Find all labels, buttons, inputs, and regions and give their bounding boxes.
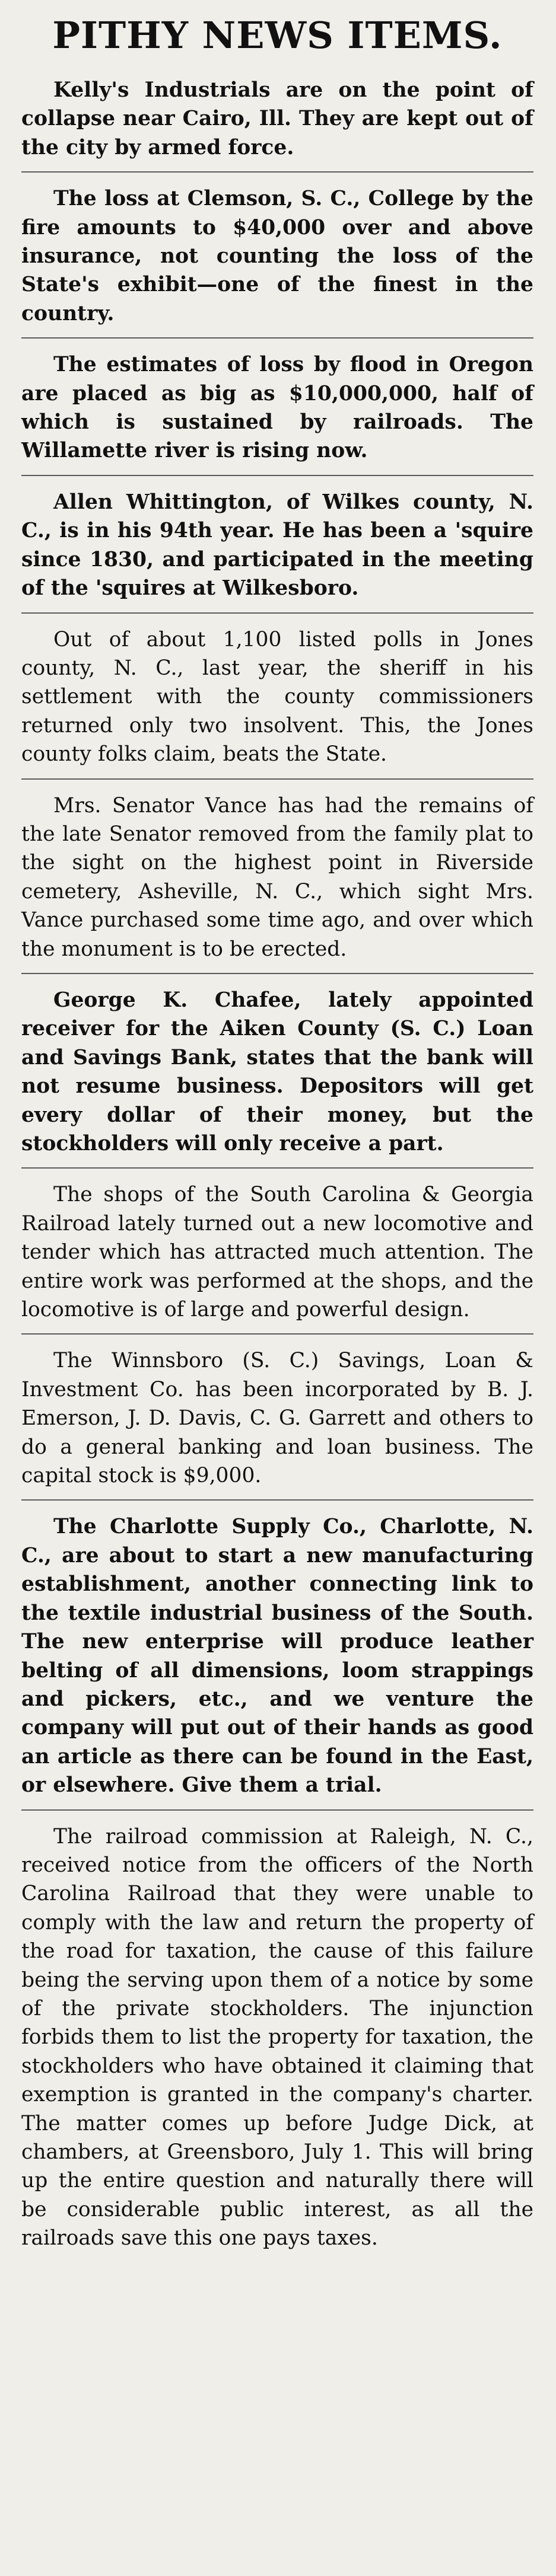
- news-item-railroad-commission: The railroad commission at Raleigh, N. C., received notice from the officers of the North Carolina Railroad that they were unable to comply with the law and return the property of the road for taxation, the cause of this failure being the serving upon them of a notice by some of the private stockholders. The injunction forbids them to list the property for taxation, the stockholders who have obtained it claiming that exemption is granted in the company's charter. The matter comes up before Judge Dick, at chambers, at Greensboro, July 1. This will bring up the entire question and naturally there will be considerable public interest, as all the railroads save this one pays taxes.: [21, 1824, 533, 2251]
- news-item-allen-whittington: Allen Whittington, of Wilkes county, N. C., is in his 94th year. He has been a 'squire since 1830, and participated in the meeting of the 'squires at Wilkesboro.: [21, 490, 533, 601]
- item-divider: [21, 1167, 533, 1169]
- headline: PITHY NEWS ITEMS.: [52, 14, 503, 57]
- item-divider: [21, 337, 533, 339]
- item-divider: [21, 1499, 533, 1501]
- news-item-senator-vance-remains: Mrs. Senator Vance has had the remains of the late Senator removed from the family plat to the sight on the highest point in Riverside cemetery, Asheville, N. C., which sight Mrs. Vance purchased some time ago, and over which the monument is to be erected.: [21, 793, 533, 961]
- news-item-winnsboro-savings: The Winnsboro (S. C.) Savings, Loan & Investment Co. has been incorporated by B. J. Emerson, J. D. Davis, C. G. Garrett and others to do a general banking and loan business. The capital stock is $9,000.: [21, 1349, 533, 1488]
- news-item-charlotte-supply: The Charlotte Supply Co., Charlotte, N. C., are about to start a new manufacturing establishment, another connecting link to the textile industrial business of the South. The new enterprise will produce leather belting of all dimensions, loom strappings and pickers, etc., and we venture the company will put out of their hands as good an article as there can be found in the East, or elsewhere. Give them a trial.: [21, 1515, 533, 1798]
- item-divider: [21, 778, 533, 780]
- news-item-aiken-bank-receiver: George K. Chafee, lately appointed receiver for the Aiken County (S. C.) Loan and Savings Bank, states that the bank will not resume business. Depositors will get every dollar of their money, but the stockholders will only receive a part.: [21, 988, 533, 1155]
- item-divider: [21, 475, 533, 476]
- item-divider: [21, 1333, 533, 1335]
- news-item-jones-county-polls: Out of about 1,100 listed polls in Jones county, N. C., last year, the sheriff in his settlement with the county commissioners returned only two insolvent. This, the Jones county folks claim, beats the State.: [21, 627, 533, 767]
- news-item-kelly-industrials: Kelly's Industrials are on the point of collapse near Cairo, Ill. They are kept out of the city by armed force.: [21, 78, 533, 159]
- news-item-railroad-locomotive: The shops of the South Carolina & Georgia Railroad lately turned out a new locomotive and tender which has attracted much attention. The entire work was performed at the shops, and the locomotive is of large and powerful design.: [21, 1183, 533, 1322]
- item-divider: [21, 612, 533, 614]
- item-divider: [21, 973, 533, 974]
- item-divider: [21, 1809, 533, 1811]
- item-divider: [21, 171, 533, 173]
- news-item-clemson-fire: The loss at Clemson, S. C., College by the fire amounts to $40,000 over and above insurance, not counting the loss of the State's exhibit—one of the finest in the country.: [21, 187, 533, 325]
- news-item-oregon-flood: The estimates of loss by flood in Oregon are placed as big as $10,000,000, half of which is sustained by railroads. The Willamette river is rising now.: [21, 353, 533, 463]
